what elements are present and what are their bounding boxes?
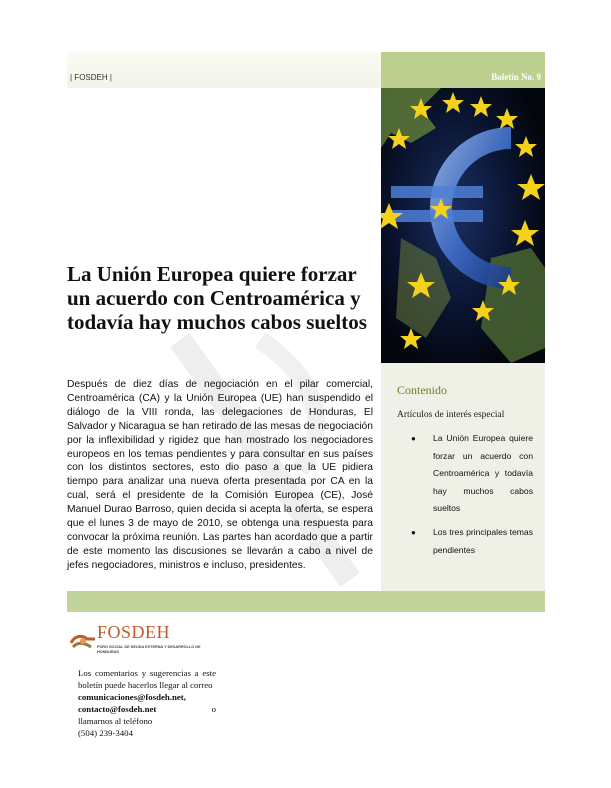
- footer-band: [67, 591, 545, 612]
- contents-list: [411, 430, 533, 565]
- header-accent-band: [381, 52, 545, 88]
- euro-stars-map-image: [381, 88, 545, 363]
- euro-illustration: [381, 88, 545, 363]
- logo-name: FOSDEH: [97, 622, 171, 642]
- email-link[interactable]: contacto@fosdeh.net: [78, 704, 157, 715]
- contents-subheading: Artículos de interés especial: [397, 410, 505, 420]
- page-title: La Unión Europea quiere forzar un acuerdo con Centroamérica y todavía hay muchos cabos sueltos: [67, 262, 367, 334]
- bullet-icon: ●: [411, 527, 416, 537]
- header-band: [67, 52, 381, 88]
- contents-heading: Contenido: [397, 383, 447, 397]
- contact-info: [78, 667, 216, 740]
- org-tag: | FOSDEH |: [70, 73, 112, 82]
- article-body: Después de diez días de negociación en el pilar comercial, Centroamérica (CA) y la Unión Europea (UE) han suspendido el diálogo de la VIII ronda, las delegaciones de Honduras, El Salvador y Nicaragua se han retirado de las mesas de negociación por la inflexibilidad y rigidez que han mostrado los negociadores europeos en los temas pendientes y para consultar en sus países con los distintos sectores, esto dio paso a que la UE pidiera tiempo para analizar una nueva oferta presentada por CA en la cual, será el presidente de la Comisión Europea (CE), José Manuel Durao Barroso, quien decida si acepta la oferta, se espera que el lunes 3 de mayo de 2010, se obtenga una respuesta para convocar la próxima reunión. Las partes han acordado que a partir de este momento las discusiones se llevarán a cabo a nivel de jefes negociadores, ministros e incluso, presidentes.: [67, 379, 373, 571]
- issue-number: Boletín No. 9: [491, 72, 541, 82]
- phone-number: (504) 239-3404: [78, 728, 133, 739]
- contact-or: o: [211, 704, 216, 715]
- contact-phone-intro: llamarnos al teléfono: [78, 716, 153, 727]
- contents-item-label: La Unión Europea quiere forzar un acuerdo con Centroamérica y todavía hay muchos cabos sueltos: [433, 433, 533, 514]
- contents-item-label: Los tres principales temas pendientes: [433, 526, 533, 555]
- contents-item[interactable]: [411, 430, 533, 518]
- contact-intro: Los comentarios y sugerencias a este boletín puede hacerlos llegar al correo: [78, 668, 216, 691]
- email-link[interactable]: comunicaciones@fosdeh.net,: [78, 692, 186, 703]
- logo-subtitle: FORO SOCIAL DE DEUDA EXTERNA Y DESARROLLO DE HONDURAS: [97, 645, 201, 654]
- contents-item[interactable]: [411, 524, 533, 559]
- bullet-icon: ●: [411, 434, 416, 443]
- handshake-logo-icon: [69, 627, 97, 655]
